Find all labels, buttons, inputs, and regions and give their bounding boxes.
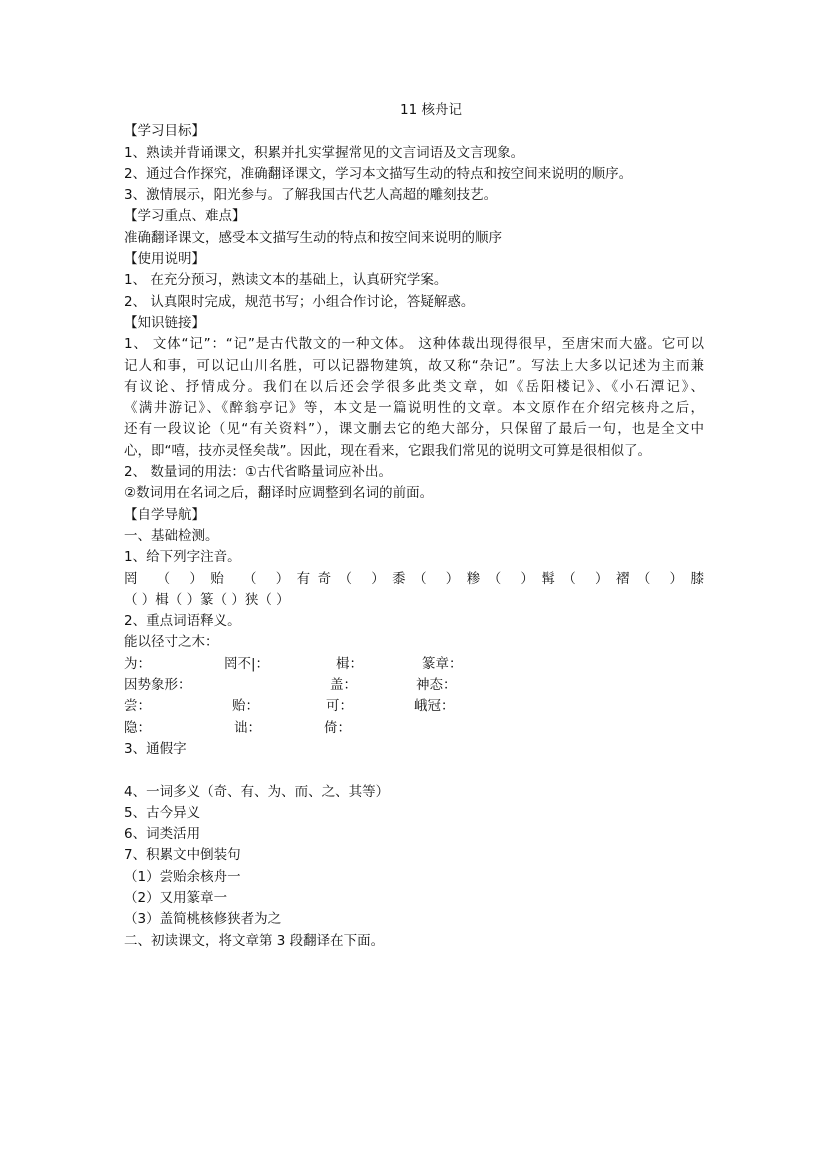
keypoints-text: 准确翻译课文，感受本文描写生动的特点和按空间来说明的顺序 bbox=[124, 229, 502, 246]
question-pinyin: 1、给下列字注音。 bbox=[124, 549, 241, 566]
vocab-term: 诎： bbox=[234, 719, 261, 736]
vocab-row bbox=[124, 654, 704, 675]
goal-item: 1、熟读并背诵课文，积累并扎实掌握常见的文言词语及文言现象。 bbox=[124, 144, 525, 161]
vocab-term: 尝： bbox=[124, 698, 151, 715]
vocab-term: 为： bbox=[124, 655, 151, 672]
question-word-class: 6、词类活用 bbox=[124, 826, 201, 843]
vocab-term: 篆章： bbox=[422, 655, 463, 672]
question-polysemy: 4、一词多义（奇、有、为、而、之、其等） bbox=[124, 783, 390, 800]
section-translate: 二、初读课文，将文章第 3 段翻译在下面。 bbox=[124, 932, 385, 949]
vocab-term: 盖： bbox=[330, 677, 357, 694]
knowledge-numeral-usage-2: ②数词用在名词之后，翻译时应调整到名词的前面。 bbox=[124, 485, 434, 502]
vocab-term: 隐： bbox=[124, 719, 151, 736]
section-basic-check: 一、基础检测。 bbox=[124, 527, 219, 544]
knowledge-para-line: 心，即“嘻，技亦灵怪矣哉”。因此，现在看来，它跟我们常见的说明文可算是很相似了。 bbox=[124, 442, 651, 459]
vocab-term: 罔不|： bbox=[224, 655, 270, 672]
vocab-term: 贻： bbox=[232, 698, 259, 715]
inversion-item: （1）尝贻余核舟一 bbox=[124, 868, 241, 885]
vocab-term: 楫： bbox=[336, 655, 363, 672]
question-inversion: 7、积累文中倒装句 bbox=[124, 847, 241, 864]
vocab-term: 神态： bbox=[416, 677, 457, 694]
inversion-item: （3）盖简桃核修狭者为之 bbox=[124, 911, 282, 928]
pinyin-row: （ ）楫（ ）篆（ ）狭（ ） bbox=[124, 591, 290, 608]
page-title: 11 核舟记 bbox=[400, 102, 462, 118]
vocab-term: 倚： bbox=[324, 719, 351, 736]
vocab-row bbox=[124, 696, 704, 717]
goals-heading: 【学习目标】 bbox=[124, 123, 205, 140]
usage-item: 1、 在充分预习，熟读文本的基础上，认真研究学案。 bbox=[124, 272, 448, 289]
inversion-item: （2）又用篆章一 bbox=[124, 889, 228, 906]
vocab-row bbox=[124, 675, 704, 696]
document-page bbox=[124, 100, 704, 952]
knowledge-para-line: 记人和事，可以记山川名胜，可以记器物建筑，故又称“杂记”。写法上大多以记述为主而兼 bbox=[124, 357, 704, 374]
goal-item: 3、激情展示，阳光参与。了解我国古代艺人高超的雕刻技艺。 bbox=[124, 187, 498, 204]
guide-heading: 【自学导航】 bbox=[124, 506, 205, 523]
knowledge-heading: 【知识链接】 bbox=[124, 314, 205, 331]
question-vocab: 2、重点词语释义。 bbox=[124, 613, 241, 630]
question-tongjiazi: 3、通假字 bbox=[124, 740, 187, 757]
pinyin-row: 罔 （ ）贻 （ ）有奇（ ）黍（ ）糁（ ）髯（ ）褶（ ）膝 bbox=[124, 570, 704, 587]
knowledge-para-line: 《满井游记》、《醉翁亭记》等，本文是一篇说明性的文章。本文原作在介绍完核舟之后， bbox=[124, 400, 704, 417]
knowledge-numeral-usage: 2、 数量词的用法：①古代省略量词应补出。 bbox=[124, 464, 392, 481]
vocab-row bbox=[124, 718, 704, 739]
knowledge-para-line: 1、 文体“记”：“记”是古代散文的一种文体。 这种体裁出现得很早，至唐宋而大盛。它可以 bbox=[124, 336, 704, 353]
knowledge-para-line: 有议论、抒情成分。我们在以后还会学很多此类文章，如《岳阳楼记》、《小石潭记》、 bbox=[124, 378, 704, 395]
vocab-lead: 能以径寸之木： bbox=[124, 634, 219, 651]
goal-item: 2、通过合作探究，准确翻译课文，学习本文描写生动的特点和按空间来说明的顺序。 bbox=[124, 165, 633, 182]
vocab-term: 可： bbox=[326, 698, 353, 715]
knowledge-para-line: 还有一段议论（见“有关资料”），课文删去它的绝大部分，只保留了最后一句，也是全文中 bbox=[124, 421, 704, 438]
keypoints-heading: 【学习重点、难点】 bbox=[124, 208, 246, 225]
usage-heading: 【使用说明】 bbox=[124, 251, 205, 268]
usage-item: 2、 认真限时完成，规范书写；小组合作讨论，答疑解惑。 bbox=[124, 293, 475, 310]
vocab-term: 峨冠： bbox=[414, 698, 455, 715]
question-ancient-modern: 5、古今异义 bbox=[124, 804, 201, 821]
answer-space bbox=[124, 760, 704, 781]
vocab-term: 因势象形： bbox=[124, 677, 192, 694]
